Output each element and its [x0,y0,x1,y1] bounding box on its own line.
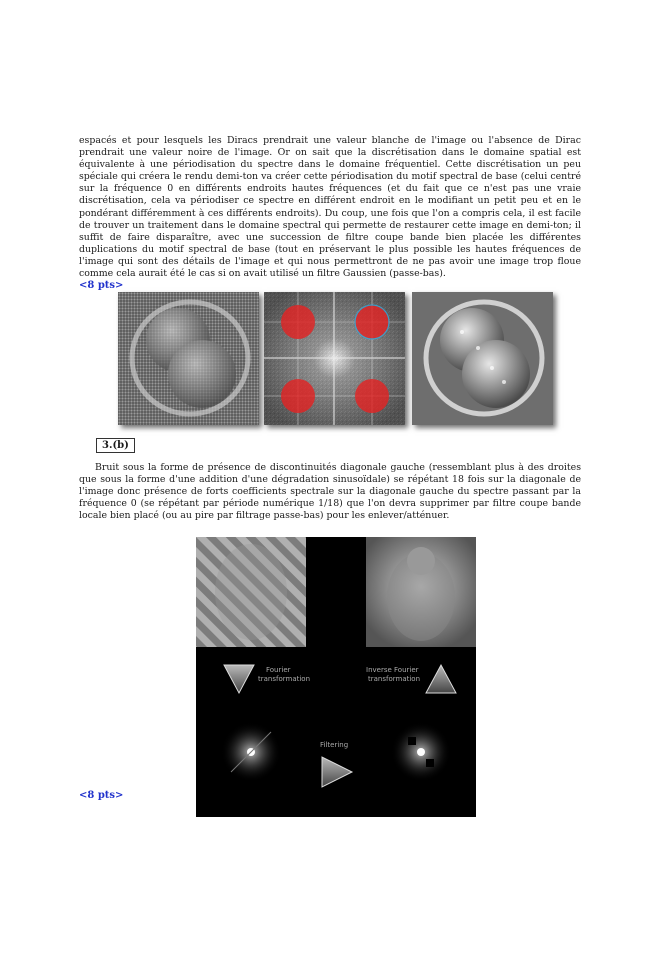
fourier-filtering-figure [196,537,476,817]
svg-text:Fourier: Fourier [266,666,291,674]
svg-text:transformation: transformation [258,675,311,683]
restored-cell-image [412,292,553,425]
svg-text:transformation: transformation [368,675,421,683]
paragraph-halftone: espacés et pour lesquels les Diracs prendrait une valeur blanche de l'image ou l'absence de Dirac prendrait une valeur noire de l'image. Or on sait que la discrétisation dans le domaine spatial est équivalente à une périodisation du spectre dans le domaine fréquentiel. Cette discrétisation un peu spéciale qui créera le rendu demi-ton va créer cette périodisation du motif spectral de base (celui centré sur la fréquence 0 en différents endroits hautes fréquences (et du fait que ce n'est pas une vraie discrétisation, cela va périodiser ce spectre en différent endroit en le modifiant un petit peu et en le pondérant différemment à ces différents endroits). Du coup, une fois que l'on a compris cela, il est facile de trouver un traitement dans le domaine spectral qui permette de restaurer cette image en demi-ton; il suffit de faire disparaître, avec une succession de filtre coupe bande bien placée les différentes duplications du motif spectral de base (tout en préservant le plus possible les hautes fréquences de l'image qui sont des détails de l'image et qui nous permettront de ne pas avoir une image trop floue comme cela aurait été le cas si on avait utilisé un filtre Gaussien (passe-bas). [79,135,581,280]
svg-text:Inverse Fourier: Inverse Fourier [366,666,419,674]
points-label-2: <8 pts> [79,790,124,801]
question-label: 3.(b) [96,438,135,453]
spectrum-with-notch-filters [264,292,405,425]
paragraph-diagonal-noise: Bruit sous la forme de présence de discontinuités diagonale gauche (ressemblant plus à des droites que sous la forme d'une addition d'une dégradation sinusoïdale) se répétant 18 fois sur la diagonale de l'image donc présence de forts coefficients spectrale sur la diagonale gauche du spectre passant par la fréquence 0 (se répétant par période numérique 1/18) que l'on devra supprimer par filtre coupe bande locale bien placé (ou au pire par filtrage passe-bas) pour les enlever/atténuer. [79,462,581,522]
halftone-cell-image [118,292,259,425]
svg-text:Filtering: Filtering [320,741,349,749]
points-label-1: <8 pts> [79,280,124,291]
